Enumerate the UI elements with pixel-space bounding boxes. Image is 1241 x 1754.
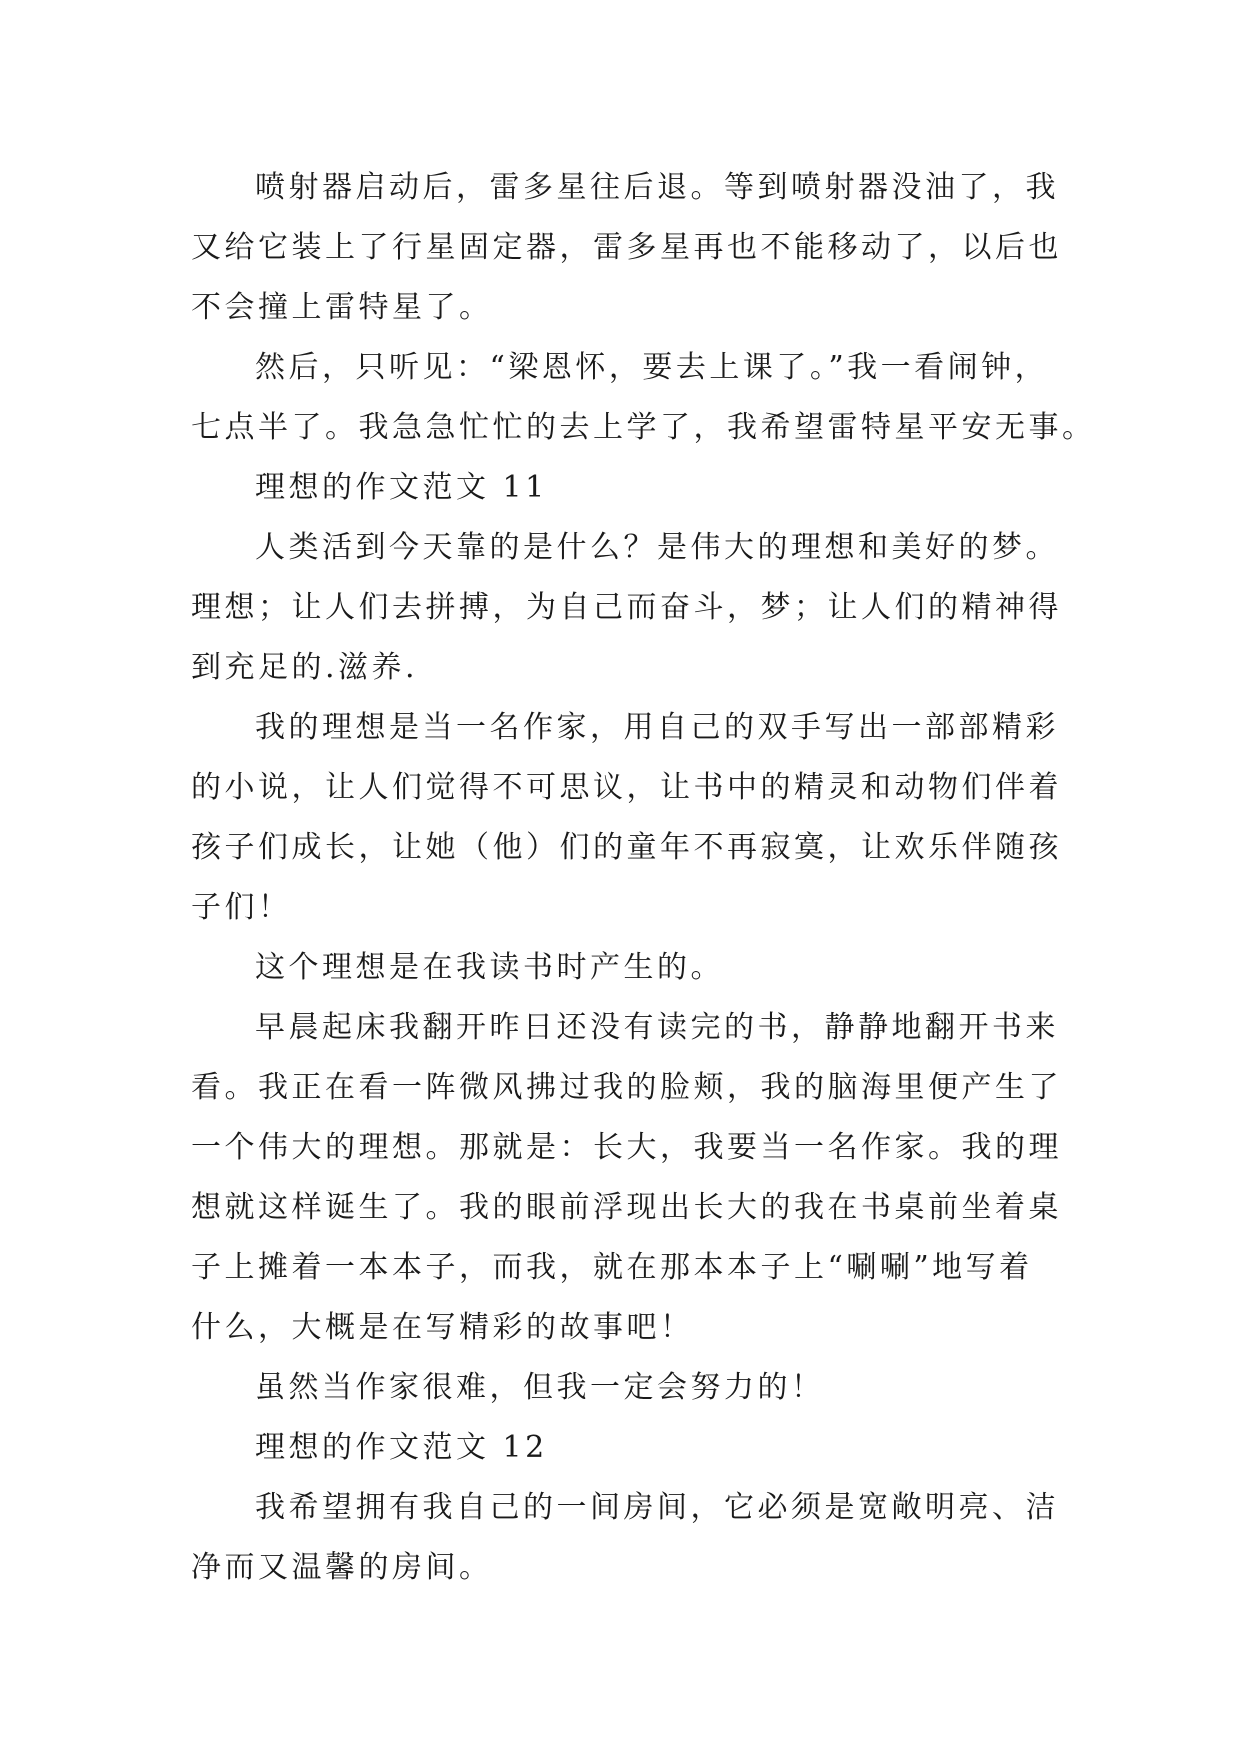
text-line: 七点半了。我急急忙忙的去上学了，我希望雷特星平安无事。 xyxy=(191,410,1096,445)
text-line: 理想；让人们去拼搏，为自己而奋斗，梦；让人们的精神得 xyxy=(191,590,1062,625)
text-line: 早晨起床我翻开昨日还没有读完的书，静静地翻开书来 xyxy=(255,1010,1059,1045)
text-line: 子们！ xyxy=(191,890,292,925)
text-line: 虽然当作家很难，但我一定会努力的！ xyxy=(255,1370,825,1405)
text-line: 子上摊着一本本子，而我，就在那本本子上“唰唰”地写着 xyxy=(191,1250,1033,1285)
text-line: 孩子们成长，让她（他）们的童年不再寂寞，让欢乐伴随孩 xyxy=(191,830,1062,865)
section-heading: 理想的作文范文 11 xyxy=(255,470,548,505)
text-line: 喷射器启动后，雷多星往后退。等到喷射器没油了，我 xyxy=(255,170,1059,205)
section-heading: 理想的作文范文 12 xyxy=(255,1430,548,1465)
text-line: 这个理想是在我读书时产生的。 xyxy=(255,950,724,985)
text-line: 想就这样诞生了。我的眼前浮现出长大的我在书桌前坐着桌 xyxy=(191,1190,1062,1225)
text-line: 然后，只听见：“梁恩怀，要去上课了。”我一看闹钟， xyxy=(255,350,1049,385)
text-line: 我希望拥有我自己的一间房间，它必须是宽敞明亮、洁 xyxy=(255,1490,1059,1525)
text-line: 看。我正在看一阵微风拂过我的脸颊，我的脑海里便产生了 xyxy=(191,1070,1062,1105)
text-line: 什么，大概是在写精彩的故事吧！ xyxy=(191,1310,694,1345)
text-line: 净而又温馨的房间。 xyxy=(191,1550,493,1585)
text-line: 人类活到今天靠的是什么？是伟大的理想和美好的梦。 xyxy=(255,530,1059,565)
text-line: 一个伟大的理想。那就是：长大，我要当一名作家。我的理 xyxy=(191,1130,1062,1165)
document-body xyxy=(191,158,1096,1598)
text-line: 不会撞上雷特星了。 xyxy=(191,290,493,325)
text-line: 到充足的.滋养. xyxy=(191,650,419,685)
text-line: 的小说，让人们觉得不可思议，让书中的精灵和动物们伴着 xyxy=(191,770,1062,805)
text-line: 又给它装上了行星固定器，雷多星再也不能移动了，以后也 xyxy=(191,230,1062,265)
text-line: 我的理想是当一名作家，用自己的双手写出一部部精彩 xyxy=(255,710,1059,745)
